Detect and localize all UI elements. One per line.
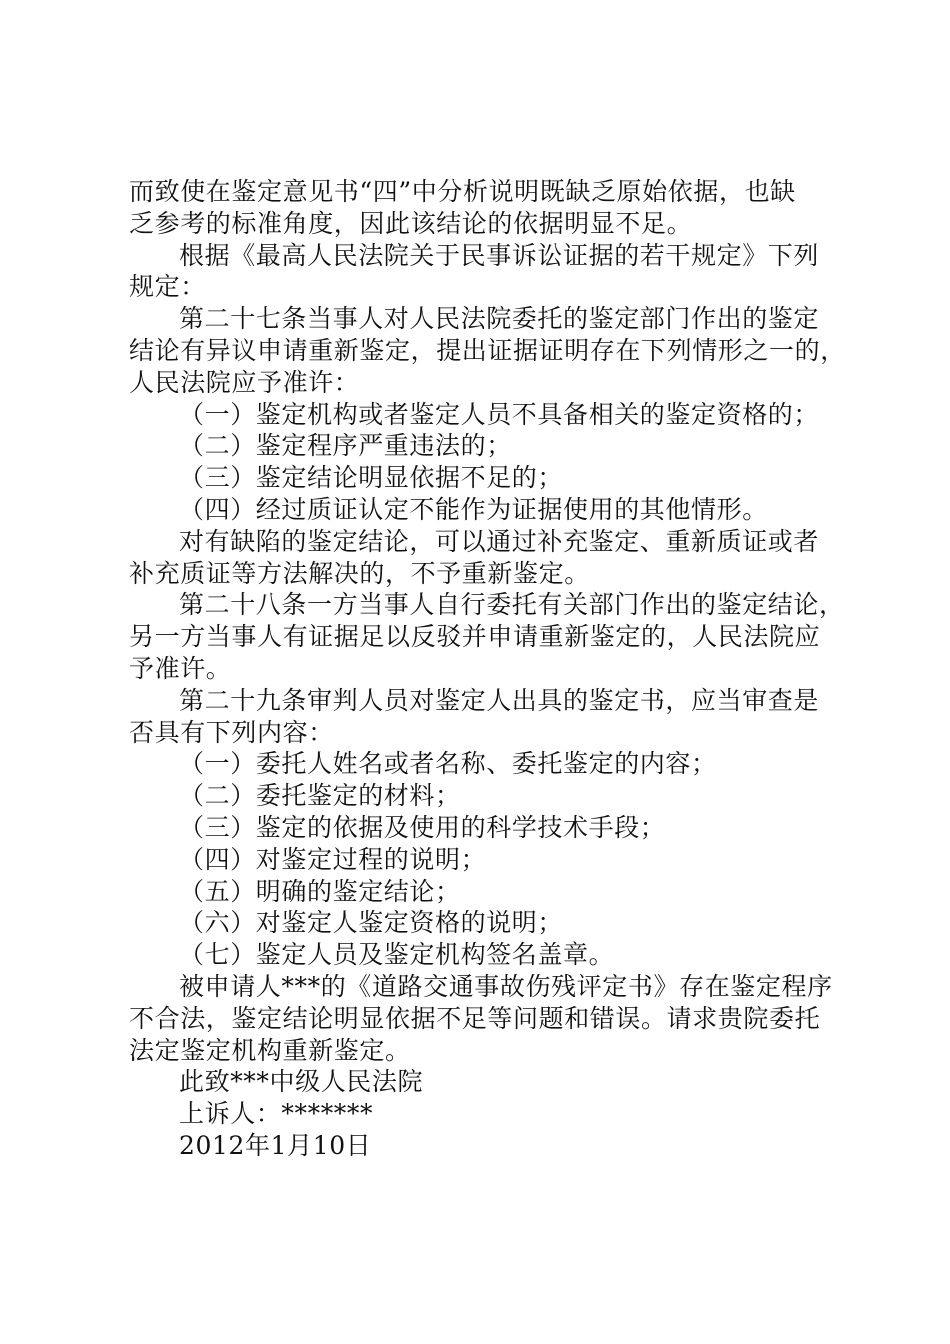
document-line: 法定鉴定机构重新鉴定。 [129,1035,411,1065]
document-line: （一）委托人姓名或者名称、委托鉴定的内容； [179,749,717,779]
document-line: 被申请人***的《道路交通事故伤残评定书》存在鉴定程序 [179,971,833,1001]
document-line: 结论有异议申请重新鉴定，提出证据证明存在下列情形之一的， [129,335,846,365]
document-line: （三）鉴定结论明显依据不足的； [179,463,564,493]
document-line: 第二十八条一方当事人自行委托有关部门作出的鉴定结论， [179,590,845,620]
document-line: 上诉人：******* [179,1099,374,1129]
document-line: 而致使在鉴定意见书“四”中分析说明既缺乏原始依据，也缺 [129,177,796,206]
document-line: （六）对鉴定人鉴定资格的说明； [179,908,564,938]
document-line: 另一方当事人有证据足以反驳并申请重新鉴定的，人民法院应 [129,622,821,652]
document-line: 根据《最高人民法院关于民事诉讼证据的若干规定》下列 [179,240,820,270]
document-line: 补充质证等方法解决的，不予重新鉴定。 [129,558,590,588]
document-body [129,176,849,1162]
document-line: 规定： [129,272,206,302]
document-line: （五）明确的鉴定结论； [179,876,461,906]
document-line: （二）委托鉴定的材料； [179,781,461,811]
document-line: 2012年1月10日 [179,1130,372,1160]
document-line: （四）对鉴定过程的说明； [179,844,487,874]
document-line: 予准许。 [129,653,232,683]
document-line: （三）鉴定的依据及使用的科学技术手段； [179,812,666,842]
document-line: 人民法院应予准许： [129,367,360,397]
document-line: （一）鉴定机构或者鉴定人员不具备相关的鉴定资格的； [179,399,820,429]
document-line: （七）鉴定人员及鉴定机构签名盖章。 [179,940,615,970]
document-line: 否具有下列内容： [129,717,334,747]
document-line: 第二十七条当事人对人民法院委托的鉴定部门作出的鉴定 [179,304,820,334]
document-line: 不合法，鉴定结论明显依据不足等问题和错误。请求贵院委托 [129,1003,821,1033]
document-line: 此致***中级人民法院 [179,1067,424,1097]
document-line: （四）经过质证认定不能作为证据使用的其他情形。 [179,494,768,524]
document-line: 对有缺陷的鉴定结论，可以通过补充鉴定、重新质证或者 [179,526,820,556]
document-line: 乏参考的标准角度，因此该结论的依据明显不足。 [129,208,693,238]
document-line: （二）鉴定程序严重违法的； [179,431,512,461]
document-line: 第二十九条审判人员对鉴定人出具的鉴定书，应当审查是 [179,685,820,715]
